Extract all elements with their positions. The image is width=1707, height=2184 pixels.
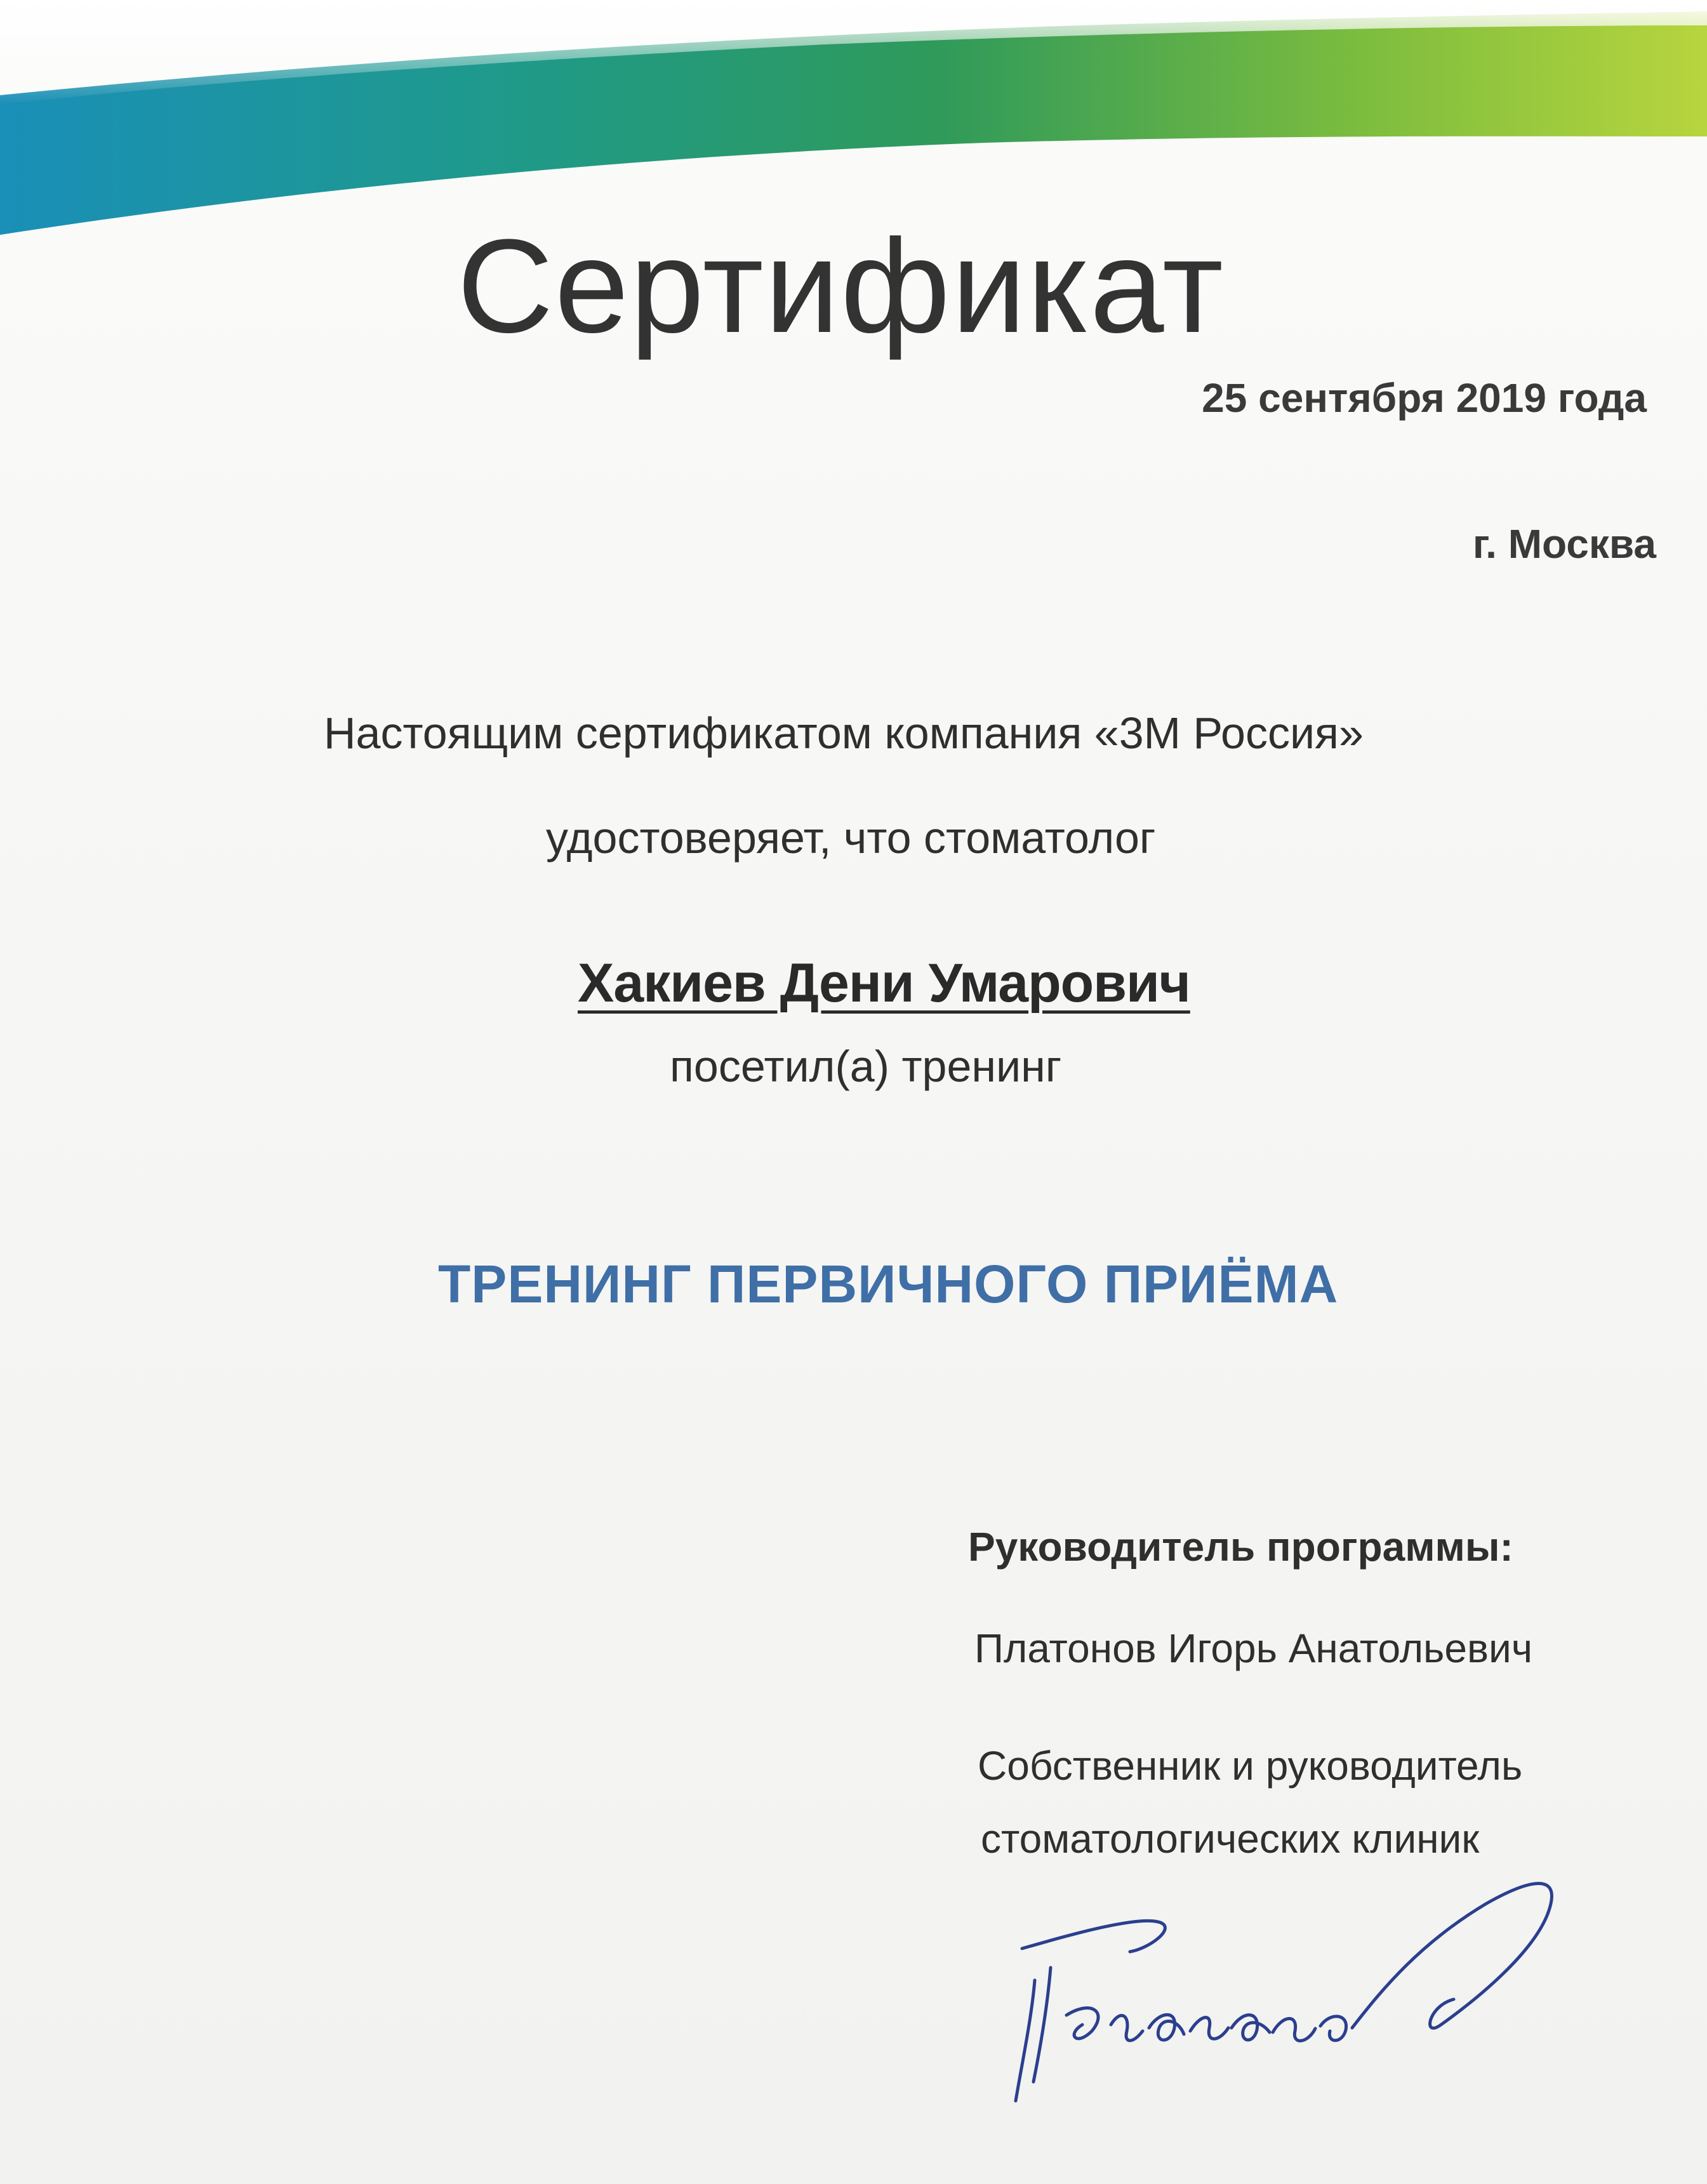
program-head-name: Платонов Игорь Анатольевич — [974, 1625, 1533, 1671]
attended-text: посетил(а) тренинг — [670, 1042, 1062, 1091]
certificate-date: 25 сентября 2019 года — [1202, 375, 1647, 421]
program-head-role-line-1: Собственник и руководитель — [978, 1743, 1523, 1789]
certificate-city: г. Москва — [1472, 521, 1656, 567]
program-head-label: Руководитель программы: — [968, 1524, 1513, 1570]
handwritten-signature — [940, 1853, 1638, 2120]
intro-line-2: удостоверяет, что стоматолог — [546, 813, 1156, 863]
recipient-name: Хакиев Дени Умарович — [578, 953, 1190, 1014]
intro-line-1: Настоящим сертификатом компания «3M Россия» — [324, 708, 1364, 758]
certificate-title: Сертификат — [457, 211, 1225, 361]
training-name: ТРЕНИНГ ПЕРВИЧНОГО ПРИЁМА — [438, 1254, 1339, 1314]
program-head-role-line-2: стоматологических клиник — [981, 1816, 1480, 1862]
